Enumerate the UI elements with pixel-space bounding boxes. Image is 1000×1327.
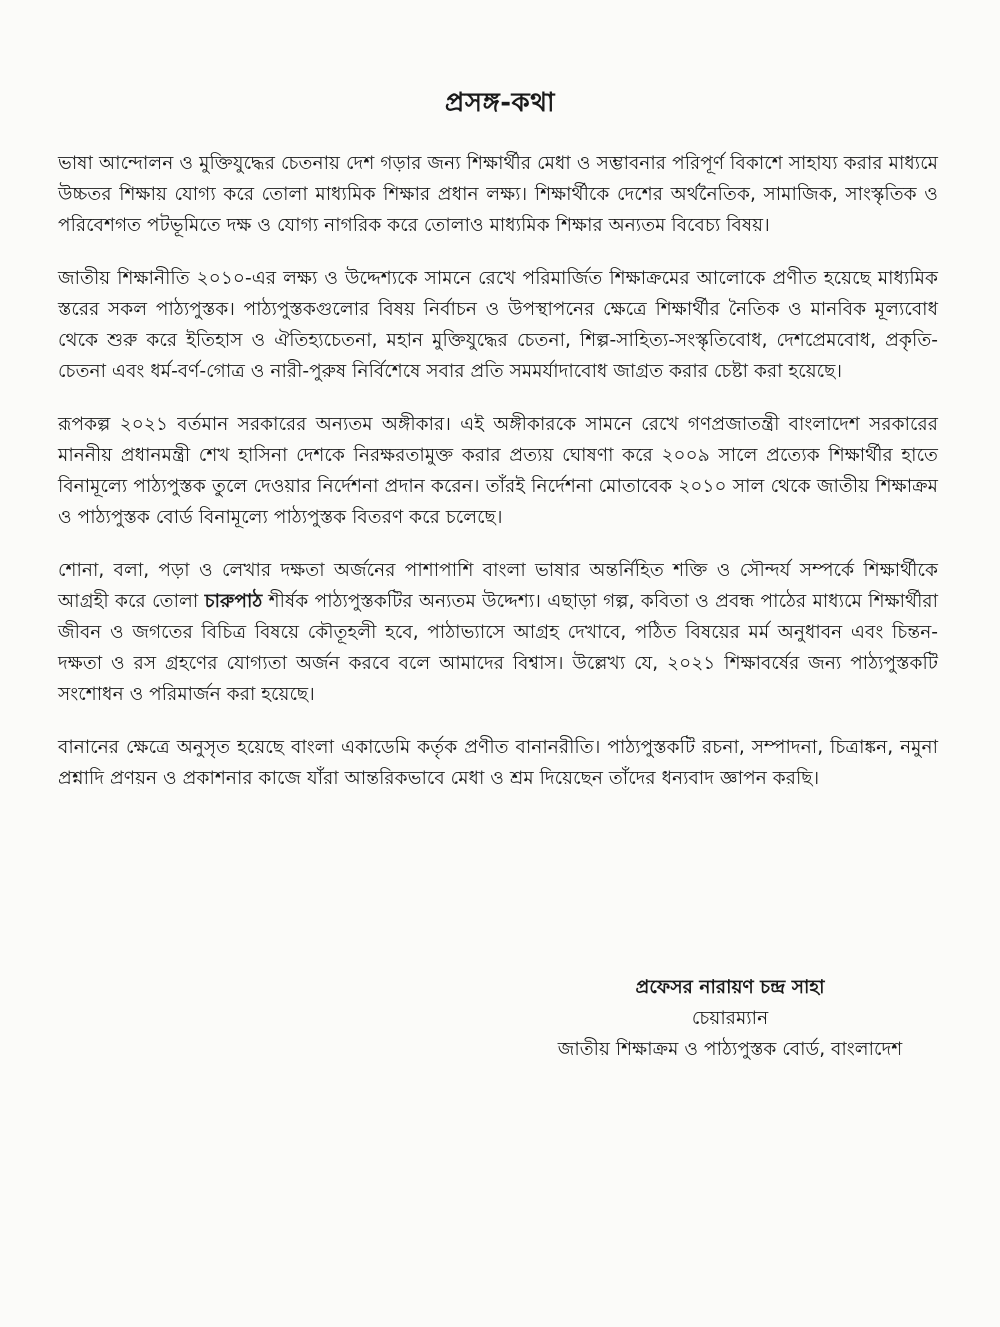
paragraph-2: জাতীয় শিক্ষানীতি ২০১০-এর লক্ষ্য ও উদ্দেশ্যকে সামনে রেখে পরিমার্জিত শিক্ষাক্রমের আলোকে প্রণীত হয়েছে মাধ্যমিক স্তরের সকল পাঠ্যপুস্তক। পাঠ্যপুস্তকগুলোর বিষয় নির্বাচন ও উপস্থাপনের ক্ষেত্রে শিক্ষার্থীর নৈতিক ও মানবিক মূল্যবোধ থেকে শুরু করে ইতিহাস ও ঐতিহ্যচেতনা, মহান মুক্তিযুদ্ধের চেতনা, শিল্প-সাহিত্য-সংস্কৃতিবোধ, দেশপ্রেমবোধ, প্রকৃতি-চেতনা এবং ধর্ম-বর্ণ-গোত্র ও নারী-পুরুষ নির্বিশেষে সবার প্রতি সমমর্যাদাবোধ জাগ্রত করার চেষ্টা করা হয়েছে।: [58, 268, 938, 382]
book-title: চারুপাঠ: [204, 591, 263, 612]
paragraph-4: [58, 555, 938, 710]
paragraph-4-after: শীর্ষক পাঠ্যপুস্তকটির অন্যতম উদ্দেশ্য। এছাড়া গল্প, কবিতা ও প্রবন্ধ পাঠের মাধ্যমে শিক্ষার্থীরা জীবন ও জগতের বিচিত্র বিষয়ে কৌতূহলী হবে, পাঠাভ্যাসে আগ্রহ দেখাবে, পঠিত বিষয়ের মর্ম অনুধাবন এবং চিন্তন-দক্ষতা ও রস গ্রহণের যোগ্যতা অর্জন করবে বলে আমাদের বিশ্বাস। উল্লেখ্য যে, ২০২১ শিক্ষাবর্ষের জন্য পাঠ্যপুস্তকটি সংশোধন ও পরিমার্জন করা হয়েছে।: [58, 591, 939, 705]
page-title: প্রসঙ্গ-কথা: [444, 88, 556, 118]
body-text: [58, 148, 938, 816]
paragraph-4-before: শোনা, বলা, পড়া ও লেখার দক্ষতা অর্জনের পাশাপাশি বাংলা ভাষার অন্তর্নিহিত শক্তি ও সৌন্দর্য সম্পর্কে শিক্ষার্থীকে আগ্রহী করে তোলা: [58, 560, 938, 612]
signatory-role: চেয়ারম্যান: [691, 1008, 769, 1029]
signature-block: [510, 972, 950, 1065]
paragraph-1: ভাষা আন্দোলন ও মুক্তিযুদ্ধের চেতনায় দেশ গড়ার জন্য শিক্ষার্থীর মেধা ও সম্ভাবনার পরিপূর্ণ বিকাশে সাহায্য করার মাধ্যমে উচ্চতর শিক্ষায় যোগ্য করে তোলা মাধ্যমিক শিক্ষার প্রধান লক্ষ্য। শিক্ষার্থীকে দেশের অর্থনৈতিক, সামাজিক, সাংস্কৃতিক ও পরিবেশগত পটভূমিতে দক্ষ ও যোগ্য নাগরিক করে তোলাও মাধ্যমিক শিক্ষার অন্যতম বিবেচ্য বিষয়।: [58, 153, 938, 236]
paragraph-3: রূপকল্প ২০২১ বর্তমান সরকারের অন্যতম অঙ্গীকার। এই অঙ্গীকারকে সামনে রেখে গণপ্রজাতন্ত্রী বাংলাদেশ সরকারের মাননীয় প্রধানমন্ত্রী শেখ হাসিনা দেশকে নিরক্ষরতামুক্ত করার প্রত্যয় ঘোষণা করে ২০০৯ সালে প্রত্যেক শিক্ষার্থীর হাতে বিনামূল্যে পাঠ্যপুস্তক তুলে দেওয়ার নির্দেশনা প্রদান করেন। তাঁরই নির্দেশনা মোতাবেক ২০১০ সাল থেকে জাতীয় শিক্ষাক্রম ও পাঠ্যপুস্তক বোর্ড বিনামূল্যে পাঠ্যপুস্তক বিতরণ করে চলেছে।: [58, 414, 938, 528]
paragraph-5: বানানের ক্ষেত্রে অনুসৃত হয়েছে বাংলা একাডেমি কর্তৃক প্রণীত বানানরীতি। পাঠ্যপুস্তকটি রচনা, সম্পাদনা, চিত্রাঙ্কন, নমুনা প্রশ্নাদি প্রণয়ন ও প্রকাশনার কাজে যাঁরা আন্তরিকভাবে মেধা ও শ্রম দিয়েছেন তাঁদের ধন্যবাদ জ্ঞাপন করছি।: [58, 737, 938, 789]
signatory-name: প্রফেসর নারায়ণ চন্দ্র সাহা: [635, 977, 825, 998]
signatory-organization: জাতীয় শিক্ষাক্রম ও পাঠ্যপুস্তক বোর্ড, বাংলাদেশ: [557, 1039, 903, 1060]
